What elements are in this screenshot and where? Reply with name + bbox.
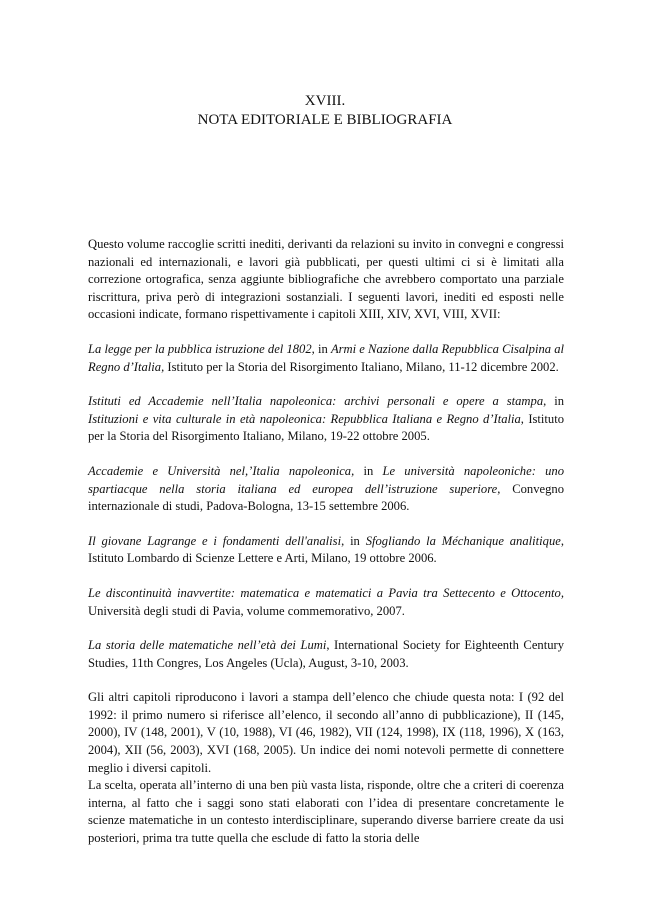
closing-paragraph: Gli altri capitoli riproducono i lavori a stampa dell’elenco che chiude questa nota: I (92 del 1992: il primo numero si riferisce all’elenco, il secondo all’anno di pubblicazione), II (145, 2000), IV (148, 2001), V (10, 1988), VI (46, 1982), VII (124, 1998), IX (118, 1996), X (163, 2004), XII (56, 2003), XVI (168, 2005). Un indice dei nomi notevoli permette di connettere meglio i diversi capitoli. (88, 690, 564, 775)
entry-title: La storia delle matematiche nell’età dei Lumi (88, 638, 327, 653)
entry-connector: , in (341, 533, 366, 548)
bibliography-entry (88, 585, 564, 620)
entry-details: , Istituto Lombardo di Scienze Lettere e Arti, Milano, 19 ottobre 2006. (88, 533, 564, 566)
body-text (88, 236, 564, 848)
bibliography-entry (88, 463, 564, 516)
chapter-heading (0, 92, 650, 130)
entry-details: , Istituto per la Storia del Risorgimento Italiano, Milano, 19-22 ottobre 2005. (88, 411, 564, 444)
bibliography-entry (88, 341, 564, 376)
entry-source: Sfogliando la Méchanique analitique (365, 533, 561, 548)
intro-paragraph: Questo volume raccoglie scritti inediti, derivanti da relazioni su invito in convegni e congressi nazionali ed internazionali, e lavori già pubblicati, per questi ultimi ci si è limitati alla correzione ortografica, senza aggiunte bibliografiche che avrebbero comportato una parziale riscrittura, priva però di integrazioni sostanziali. I seguenti lavori, inediti ed esposti nelle occasioni indicate, formano rispettivamente i capitoli XIII, XIV, XVI, VIII, XVII: (88, 237, 564, 322)
entry-details: Istituto per la Storia del Risorgimento Italiano, Milano, 11-12 dicembre 2002. (164, 359, 559, 374)
entry-source: Le università napoleoniche: uno spartiacque nella storia italiana ed europea dell’istruzione superiore (88, 463, 564, 496)
entry-source: Istituzioni e vita culturale in età napoleonica: Repubblica Italiana e Regno d’Italia (88, 411, 521, 426)
chapter-title: NOTA EDITORIALE E BIBLIOGRAFIA (197, 112, 453, 128)
entry-details: Università degli studi di Pavia, volume commemorativo, 2007. (88, 603, 405, 618)
entry-title: Accademie e Università nel,’Italia napoleonica, (88, 463, 355, 478)
entry-details: , International Society for Eighteenth Century Studies, 11th Congres, Los Angeles (Ucla), August, 3-10, 2003. (88, 638, 564, 670)
bibliography-entry (88, 533, 564, 568)
bibliography-entry (88, 637, 564, 672)
entry-connector: , in (543, 394, 564, 409)
chapter-number: XVIII. (304, 93, 346, 109)
entry-title: Istituti ed Accademie nell’Italia napoleonica: archivi personali e opere a stampa (88, 394, 544, 409)
closing-paragraph: La scelta, operata all’interno di una ben più vasta lista, risponde, oltre che a criteri di coerenza interna, al fatto che i saggi sono stati elaborati con l’idea di presentare concretamente le scienze matematiche in un contesto interdisciplinare, superando diverse barriere create da usi posteriori, prima tra tutte quella che esclude di fatto la storia delle (88, 778, 564, 846)
entry-title: Le discontinuità inavvertite: matematica e matematici a Pavia tra Settecento e Ottocento, (88, 585, 564, 600)
bibliography-entry (88, 393, 564, 446)
entry-connector: in (354, 463, 383, 478)
entry-connector: in (314, 341, 331, 356)
entry-title: Il giovane Lagrange e i fondamenti dell'analisi (88, 533, 342, 548)
entry-source: Armi e Nazione dalla Repubblica Cisalpina al Regno d’Italia, (88, 341, 565, 374)
entry-details: , Convegno internazionale di studi, Padova-Bologna, 13-15 settembre 2006. (88, 481, 564, 514)
entry-title: La legge per la pubblica istruzione del 1802, (88, 341, 315, 356)
